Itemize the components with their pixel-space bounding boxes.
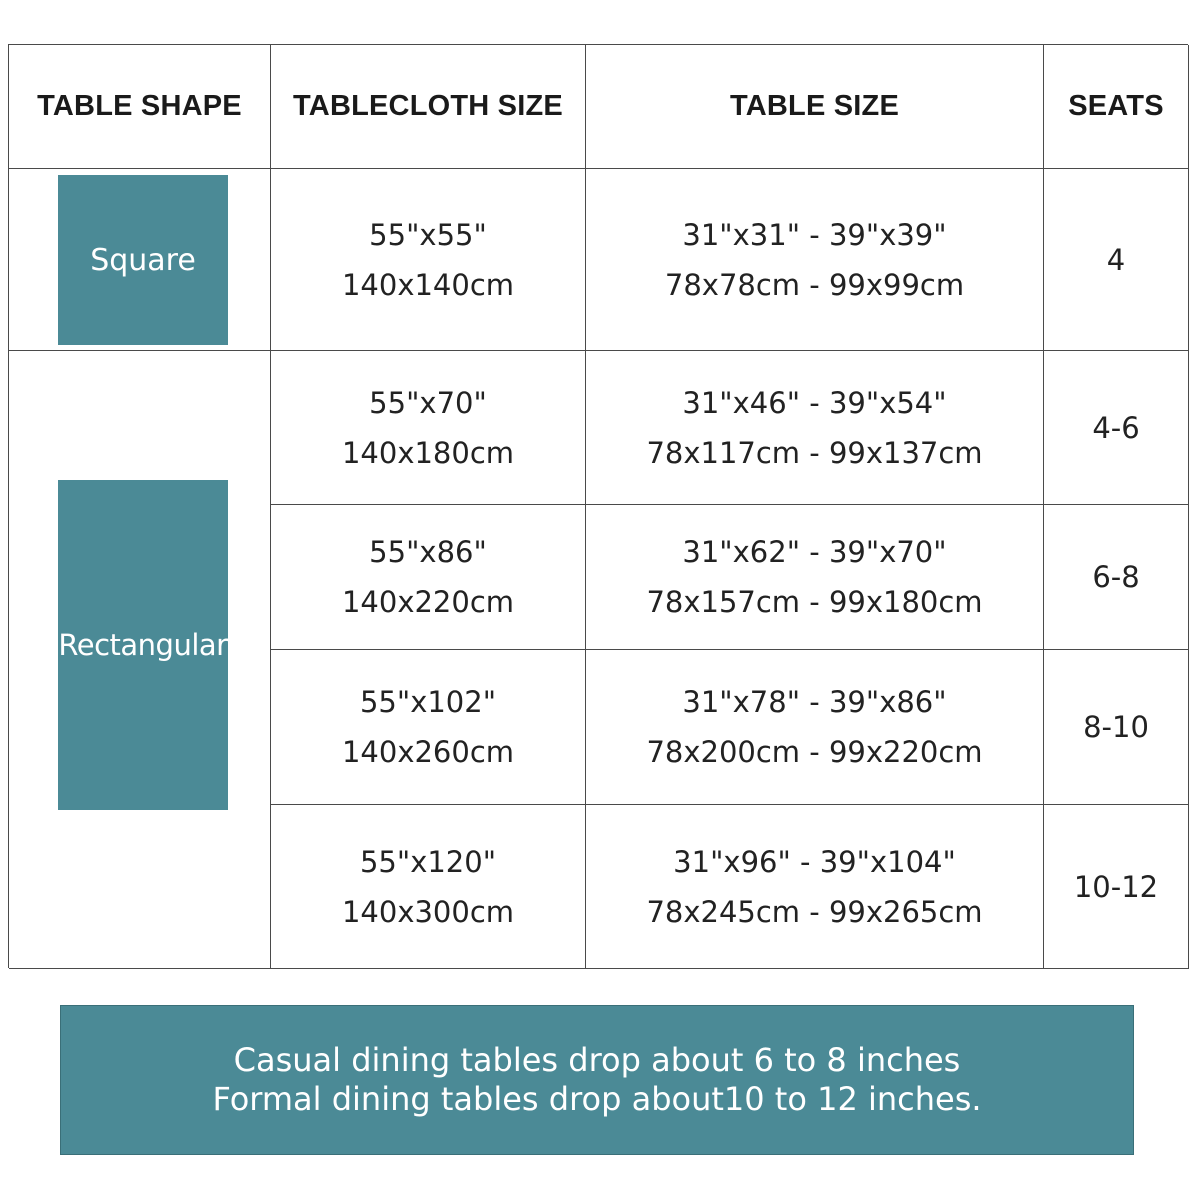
table-size-cm: 78x117cm - 99x137cm <box>646 435 983 470</box>
table-size-inches: 31"x62" - 39"x70" <box>682 535 947 569</box>
seats-value: 8-10 <box>1083 710 1149 744</box>
tablecloth-inches: 55"x55" <box>369 217 487 252</box>
table-size-cell <box>586 650 1044 805</box>
tablecloth-cm: 140x180cm <box>341 435 515 470</box>
note-casual: Casual dining tables drop about 6 to 8 inches <box>233 1041 961 1079</box>
table-size-cm: 78x157cm - 99x180cm <box>646 585 983 619</box>
tablecloth-cm: 140x260cm <box>341 735 515 769</box>
note-formal: Formal dining tables drop about10 to 12 inches. <box>212 1080 982 1118</box>
tablecloth-drop-note <box>60 1005 1134 1155</box>
tablecloth-size-cell <box>271 805 586 969</box>
table-size-cm: 78x245cm - 99x265cm <box>646 894 983 929</box>
seats-value: 6-8 <box>1092 560 1140 594</box>
tablecloth-inches: 55"x120" <box>359 844 497 879</box>
header-seats: SEATS <box>1044 45 1189 169</box>
seats-value: 10-12 <box>1073 869 1159 904</box>
header-table-size: TABLE SIZE <box>586 45 1044 169</box>
table-size-cell <box>586 351 1044 505</box>
table-size-cm: 78x200cm - 99x220cm <box>646 735 983 769</box>
table-size-cm: 78x78cm - 99x99cm <box>664 267 965 302</box>
table-size-cell <box>586 169 1044 351</box>
seats-value: 4 <box>1106 242 1126 277</box>
seats-cell <box>1044 805 1189 969</box>
seats-cell <box>1044 351 1189 505</box>
square-label: Square <box>90 242 196 278</box>
tablecloth-inches: 55"x102" <box>359 685 497 719</box>
seats-cell <box>1044 650 1189 805</box>
seats-value: 4-6 <box>1092 410 1140 445</box>
table-size-cell <box>586 805 1044 969</box>
tablecloth-inches: 55"x86" <box>369 535 487 569</box>
table-size-inches: 31"x46" - 39"x54" <box>682 385 947 420</box>
square-shape-illustration <box>58 175 228 345</box>
tablecloth-size-cell <box>271 351 586 505</box>
tablecloth-cm: 140x300cm <box>341 894 515 929</box>
header-tablecloth-size: TABLECLOTH SIZE <box>271 45 586 169</box>
tablecloth-size-cell <box>271 650 586 805</box>
table-size-cell <box>586 505 1044 650</box>
rectangular-shape-illustration <box>58 480 228 810</box>
tablecloth-size-cell <box>271 505 586 650</box>
tablecloth-cm: 140x220cm <box>341 585 515 619</box>
tablecloth-cm: 140x140cm <box>341 267 515 302</box>
tablecloth-inches: 55"x70" <box>369 385 487 420</box>
table-size-inches: 31"x78" - 39"x86" <box>682 685 947 719</box>
tablecloth-size-cell <box>271 169 586 351</box>
seats-cell <box>1044 505 1189 650</box>
seats-cell <box>1044 169 1189 351</box>
header-table-shape: TABLE SHAPE <box>9 45 271 169</box>
table-size-inches: 31"x96" - 39"x104" <box>673 844 956 879</box>
rectangular-label: Rectangular <box>58 628 228 662</box>
table-size-inches: 31"x31" - 39"x39" <box>682 217 947 252</box>
